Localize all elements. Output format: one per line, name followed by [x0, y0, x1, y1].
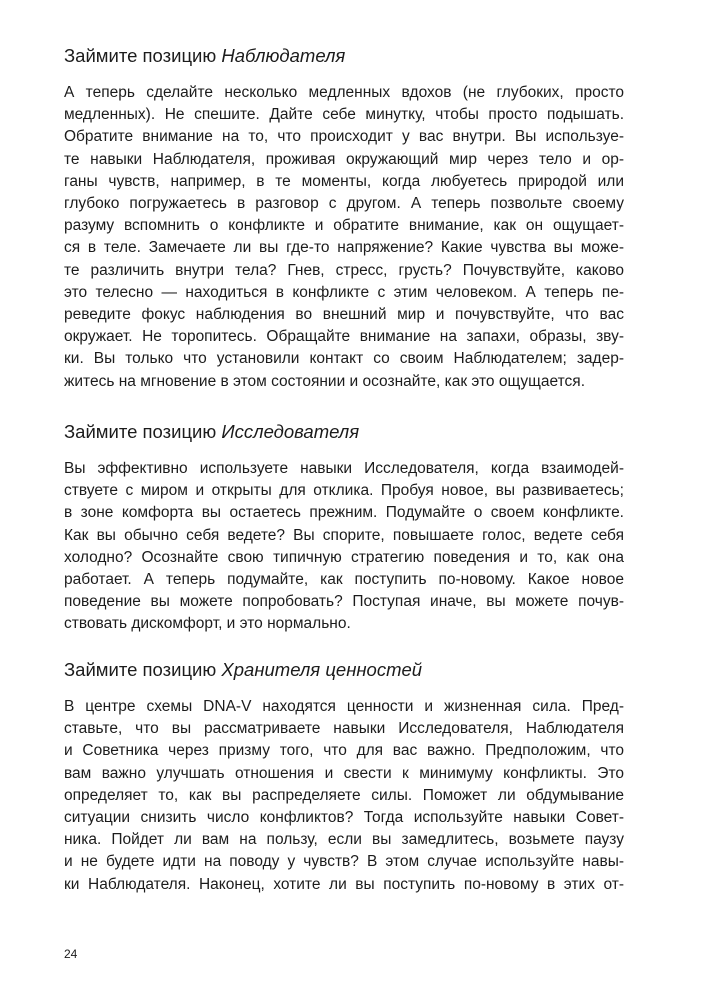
- text-line: ки Наблюдателя. Наконец, хотите ли вы поступить по-новому в этих от-: [64, 875, 624, 893]
- text-line: и Советника через призму того, что для вас важно. Предположим, что: [64, 742, 624, 760]
- text-line: и не будете идти на поводу у чувств? В этом случае используйте навы-: [64, 853, 624, 871]
- heading-emphasis: Наблюдателя: [221, 45, 346, 66]
- text-line: поведение вы можете попробовать? Поступая иначе, вы можете почув-: [64, 593, 624, 611]
- text-line: глубоко погружаетесь в разговор с другом. А теперь позвольте своему: [64, 195, 624, 213]
- text-line: А теперь сделайте несколько медленных вдохов (не глубоких, просто: [64, 84, 624, 101]
- text-line: те различить внутри тела? Гнев, стресс, грусть? Почувствуйте, каково: [64, 261, 624, 279]
- heading-emphasis: Исследователя: [221, 421, 360, 442]
- heading-prefix: Займите позицию: [64, 421, 222, 442]
- section-paragraph: [64, 82, 624, 393]
- text-line: ся в теле. Замечаете ли вы где-то напряжение? Какие чувства вы може-: [64, 239, 624, 257]
- text-line: определяет то, как вы распределяете силы. Поможет ли обдумывание: [64, 786, 624, 804]
- heading-prefix: Займите позицию: [64, 659, 222, 680]
- text-line: холодно? Осознайте свою типичную стратегию поведения и то, как она: [64, 548, 624, 566]
- text-line: ставьте, что вы рассматриваете навыки Исследователя, Наблюдателя: [64, 720, 624, 738]
- text-line: В центре схемы DNA-V находятся ценности и жизненная сила. Пред-: [64, 698, 624, 715]
- text-line: медленных). Не спешите. Дайте себе минутку, чтобы просто подышать.: [64, 106, 624, 124]
- section-paragraph: [64, 458, 624, 636]
- text-line: реведите фокус наблюдения во внешний мир и почувствуйте, что вас: [64, 306, 624, 324]
- text-line: ганы чувств, например, в те моменты, когда любуетесь природой или: [64, 172, 624, 190]
- text-line: житесь на мгновение в этом состоянии и осознайте, как это ощущается.: [64, 372, 585, 390]
- text-line: Как вы обычно себя ведете? Вы спорите, повышаете голос, ведете себя: [64, 526, 624, 544]
- heading-emphasis: Хранителя ценностей: [221, 659, 423, 680]
- text-line: те навыки Наблюдателя, проживая окружающий мир через тело и ор-: [64, 150, 624, 168]
- section-paragraph: [64, 696, 624, 896]
- text-line: Обратите внимание на то, что происходит у вас внутри. Вы используе-: [64, 128, 624, 146]
- text-line: вам важно улучшать отношения и свести к минимуму конфликты. Это: [64, 764, 624, 782]
- section-heading: [64, 658, 624, 682]
- page-number: 24: [64, 947, 78, 961]
- section-explorer: [64, 420, 624, 636]
- text-line: ситуации снизить число конфликтов? Тогда используйте навыки Совет-: [64, 809, 624, 827]
- text-line: работает. А теперь подумайте, как поступить по-новому. Какое новое: [64, 571, 624, 589]
- text-line: ствовать дискомфорт, и это нормально.: [64, 615, 351, 633]
- section-heading: [64, 44, 624, 68]
- section-heading: [64, 420, 624, 444]
- text-line: это телесно — находиться в конфликте с этим человеком. А теперь пе-: [64, 283, 624, 301]
- text-line: ствуете с миром и открыты для отклика. Пробуя новое, вы развиваетесь;: [64, 482, 624, 500]
- text-line: разуму вспомнить о конфликте и обратите внимание, как он ощущает-: [64, 217, 624, 235]
- text-line: окружает. Не торопитесь. Обращайте внимание на запахи, образы, зву-: [64, 328, 624, 346]
- section-values-keeper: [64, 658, 624, 896]
- heading-prefix: Займите позицию: [64, 45, 222, 66]
- text-line: в зоне комфорта вы остаетесь прежним. Подумайте о своем конфликте.: [64, 504, 624, 522]
- section-observer: [64, 44, 624, 393]
- text-line: Вы эффективно используете навыки Исследователя, когда взаимодей-: [64, 460, 624, 477]
- text-line: ника. Пойдет ли вам на пользу, если вы замедлитесь, возьмете паузу: [64, 831, 624, 849]
- text-line: ки. Вы только что установили контакт со своим Наблюдателем; задер-: [64, 350, 624, 368]
